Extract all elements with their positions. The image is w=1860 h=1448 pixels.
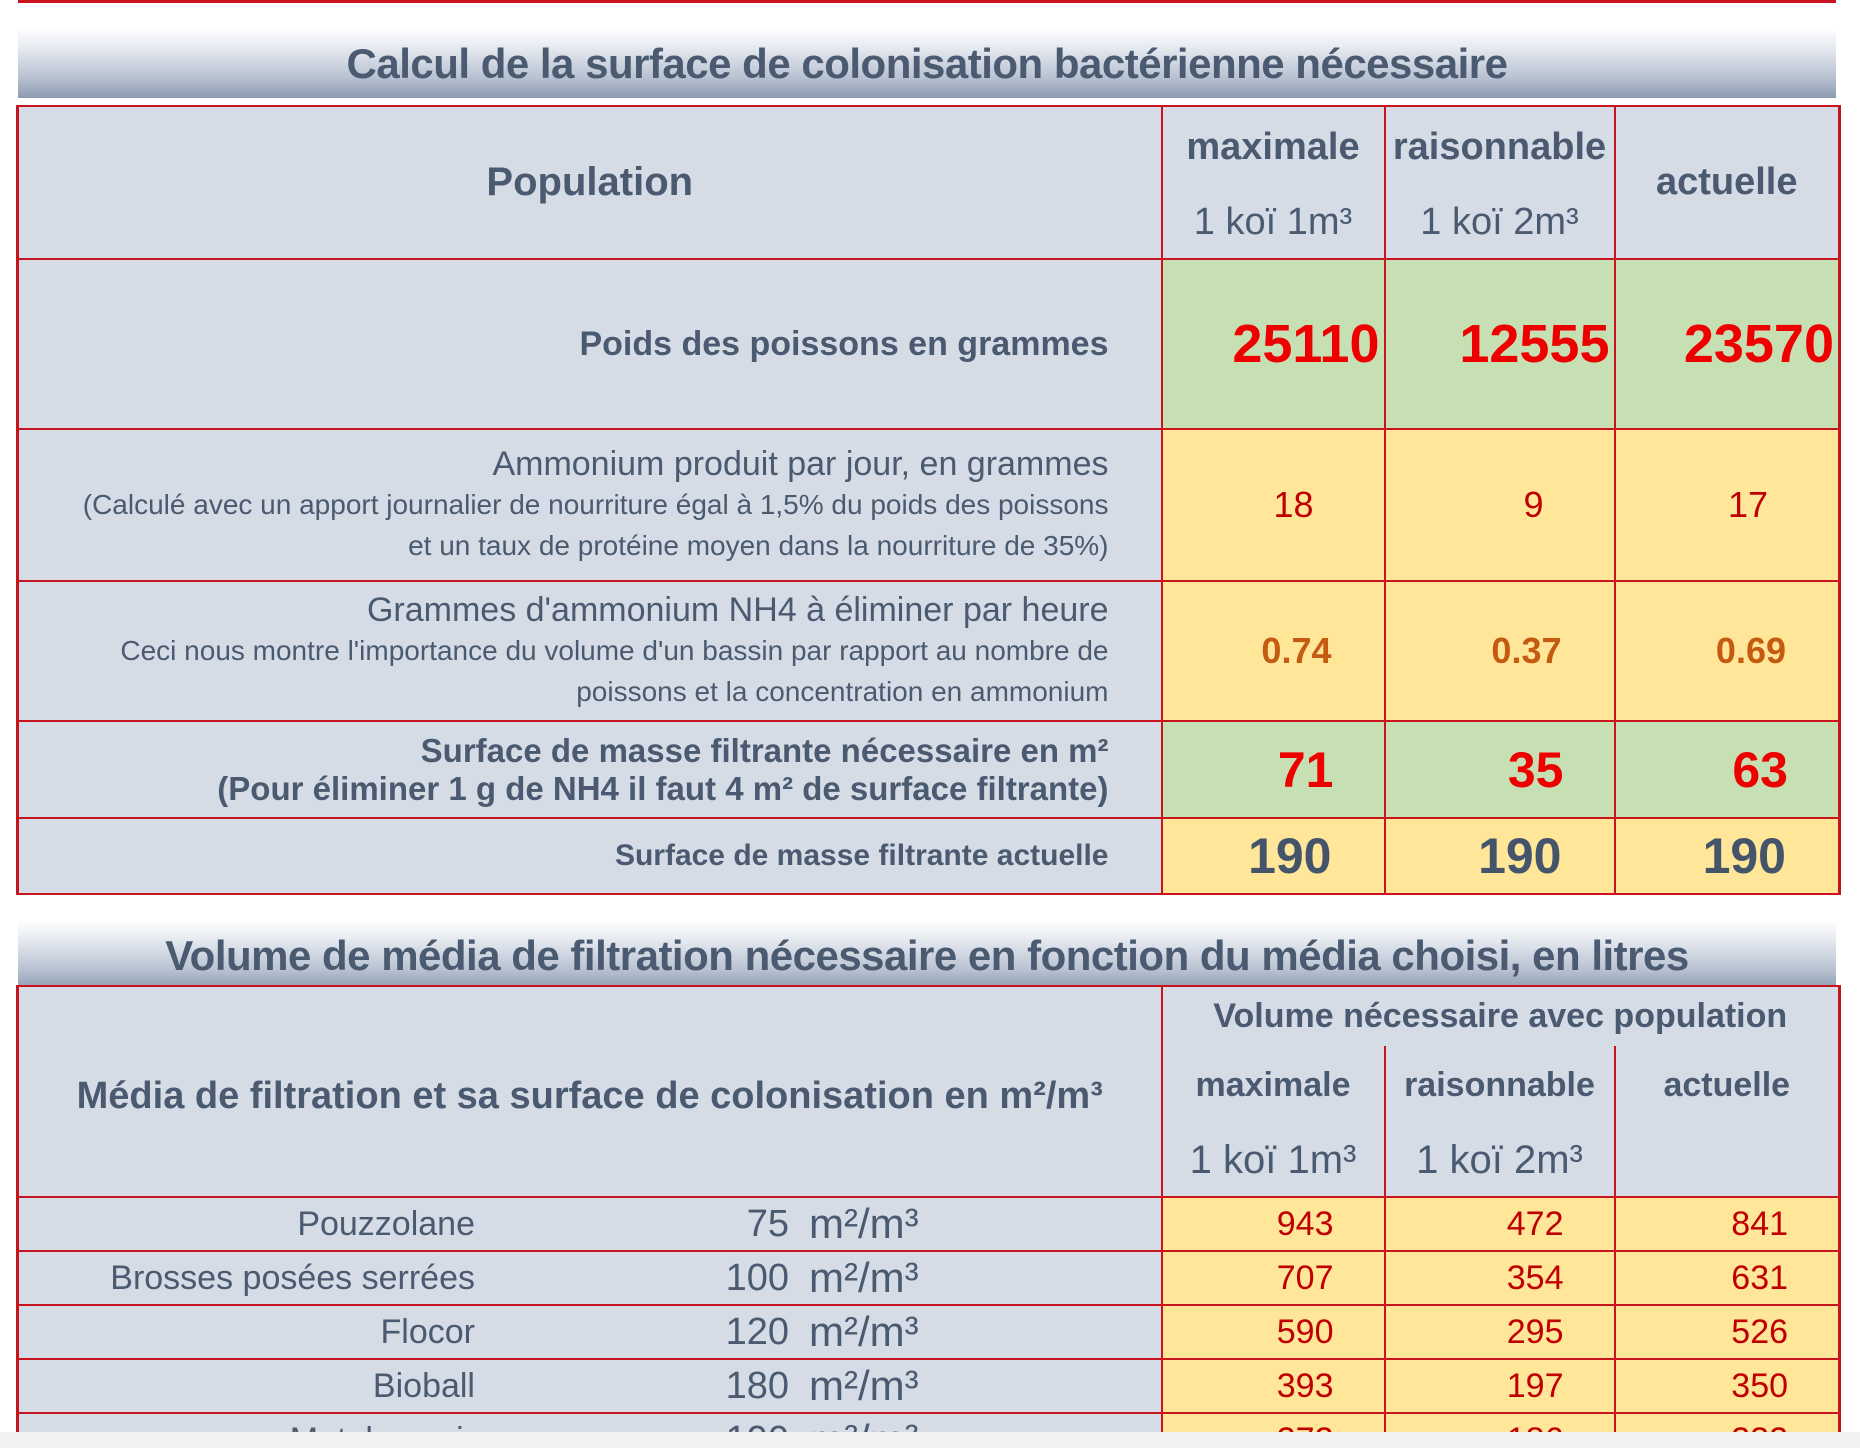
section1-title: Calcul de la surface de colonisation bactérienne nécessaire	[346, 40, 1508, 87]
surface-actuelle: 63	[1615, 721, 1840, 818]
top-border-line	[18, 0, 1836, 3]
media-name: Brosses posées serrées	[110, 1258, 475, 1297]
media-row	[18, 1305, 1840, 1359]
ammonium-label: Ammonium produit par jour, en grammes	[492, 444, 1109, 483]
media-vol-maximale: 393	[1162, 1359, 1385, 1413]
col-maximale-title: maximale	[1186, 125, 1360, 168]
colonisation-table	[16, 105, 1841, 895]
ammonium-note-1: (Calculé avec un apport journalier de nourriture égal à 1,5% du poids des poissons	[82, 488, 1109, 520]
media-unit: m²/m³	[809, 1200, 919, 1247]
col-raisonnable-density: 1 koï 2m³	[1420, 200, 1579, 243]
media-vol-maximale: 943	[1162, 1197, 1385, 1251]
media-surface: 180	[725, 1364, 789, 1407]
col-header-raisonnable	[1385, 106, 1615, 259]
media-vol-actuelle: 631	[1615, 1251, 1840, 1305]
nh4-actuelle: 0.69	[1615, 581, 1840, 721]
population-label: Population	[18, 106, 1162, 259]
media-row	[18, 1251, 1840, 1305]
media-unit: m²/m³	[809, 1362, 919, 1409]
media-col-maximale-title: maximale	[1195, 1066, 1351, 1104]
media-cell	[18, 1305, 1162, 1359]
poids-label: Poids des poissons en grammes	[18, 259, 1162, 429]
media-vol-raisonnable: 295	[1385, 1305, 1615, 1359]
media-table	[16, 985, 1841, 1448]
nh4-raisonnable: 0.37	[1385, 581, 1615, 721]
nh4-label-cell	[18, 581, 1162, 721]
ammonium-raisonnable: 9	[1385, 429, 1615, 581]
ammonium-note-2: et un taux de protéine moyen dans la nourriture de 35%)	[408, 529, 1109, 561]
col-header-maximale	[1162, 106, 1385, 259]
media-vol-raisonnable: 472	[1385, 1197, 1615, 1251]
media-row	[18, 1359, 1840, 1413]
ammonium-label-cell	[18, 429, 1162, 581]
media-unit: m²/m³	[809, 1254, 919, 1301]
bottom-scroll-edge	[0, 1432, 1860, 1448]
media-col-raisonnable-density: 1 koï 2m³	[1416, 1138, 1583, 1182]
section2-title: Volume de média de filtration nécessaire en fonction du média choisi, en litres	[165, 932, 1689, 979]
nh4-row	[18, 581, 1840, 721]
media-header-label: Média de filtration et sa surface de colonisation en m²/m³	[18, 986, 1162, 1197]
media-cell	[18, 1251, 1162, 1305]
poids-raisonnable: 12555	[1385, 259, 1615, 429]
media-cell	[18, 1197, 1162, 1251]
surface-label-cell	[18, 721, 1162, 818]
nh4-maximale: 0.74	[1162, 581, 1385, 721]
media-vol-actuelle: 526	[1615, 1305, 1840, 1359]
poids-maximale: 25110	[1162, 259, 1385, 429]
col-header-actuelle: actuelle	[1615, 106, 1840, 259]
ammonium-row	[18, 429, 1840, 581]
media-name: Bioball	[372, 1366, 475, 1405]
population-header-row	[18, 106, 1840, 259]
media-vol-raisonnable: 197	[1385, 1359, 1615, 1413]
nh4-label: Grammes d'ammonium NH4 à éliminer par heure	[366, 590, 1109, 629]
media-surface: 120	[725, 1310, 789, 1353]
ammonium-actuelle: 17	[1615, 429, 1840, 581]
media-group-header-row	[18, 986, 1840, 1046]
surface-label: Surface de masse filtrante nécessaire en m²	[420, 731, 1109, 769]
surface-raisonnable: 35	[1385, 721, 1615, 818]
media-vol-actuelle: 350	[1615, 1359, 1840, 1413]
poids-actuelle: 23570	[1615, 259, 1840, 429]
media-cell	[18, 1359, 1162, 1413]
media-surface: 75	[746, 1202, 789, 1245]
media-unit: m²/m³	[809, 1308, 919, 1355]
surface-row	[18, 721, 1840, 818]
nh4-note-1: Ceci nous montre l'importance du volume d'un bassin par rapport au nombre de	[120, 634, 1109, 666]
col-raisonnable-title: raisonnable	[1392, 125, 1607, 168]
surface-actuelle-raisonnable: 190	[1385, 818, 1615, 894]
media-col-maximale-density: 1 koï 1m³	[1189, 1138, 1357, 1182]
surface-note: (Pour éliminer 1 g de NH4 il faut 4 m² de surface filtrante)	[217, 769, 1109, 807]
surface-actuelle-maximale: 190	[1162, 818, 1385, 894]
media-col-actuelle	[1615, 1046, 1840, 1197]
media-vol-maximale: 590	[1162, 1305, 1385, 1359]
media-name: Flocor	[380, 1312, 475, 1351]
surface-maximale: 71	[1162, 721, 1385, 818]
surface-actuelle-label: Surface de masse filtrante actuelle	[18, 818, 1162, 894]
media-col-raisonnable	[1385, 1046, 1615, 1197]
media-col-actuelle-title: actuelle	[1663, 1066, 1791, 1104]
col-maximale-density: 1 koï 1m³	[1193, 200, 1353, 243]
section2-title-band	[18, 920, 1836, 990]
media-col-maximale	[1162, 1046, 1385, 1197]
media-surface: 100	[725, 1256, 789, 1299]
media-col-raisonnable-title: raisonnable	[1404, 1066, 1595, 1104]
media-group-header: Volume nécessaire avec population	[1162, 986, 1840, 1046]
poids-row	[18, 259, 1840, 429]
media-vol-maximale: 707	[1162, 1251, 1385, 1305]
media-vol-raisonnable: 354	[1385, 1251, 1615, 1305]
section1-title-band	[18, 28, 1836, 98]
media-vol-actuelle: 841	[1615, 1197, 1840, 1251]
media-row	[18, 1197, 1840, 1251]
surface-actuelle-actuelle: 190	[1615, 818, 1840, 894]
nh4-note-2: poissons et la concentration en ammonium	[576, 675, 1109, 707]
media-name: Pouzzolane	[297, 1204, 475, 1243]
ammonium-maximale: 18	[1162, 429, 1385, 581]
surface-actuelle-row	[18, 818, 1840, 894]
